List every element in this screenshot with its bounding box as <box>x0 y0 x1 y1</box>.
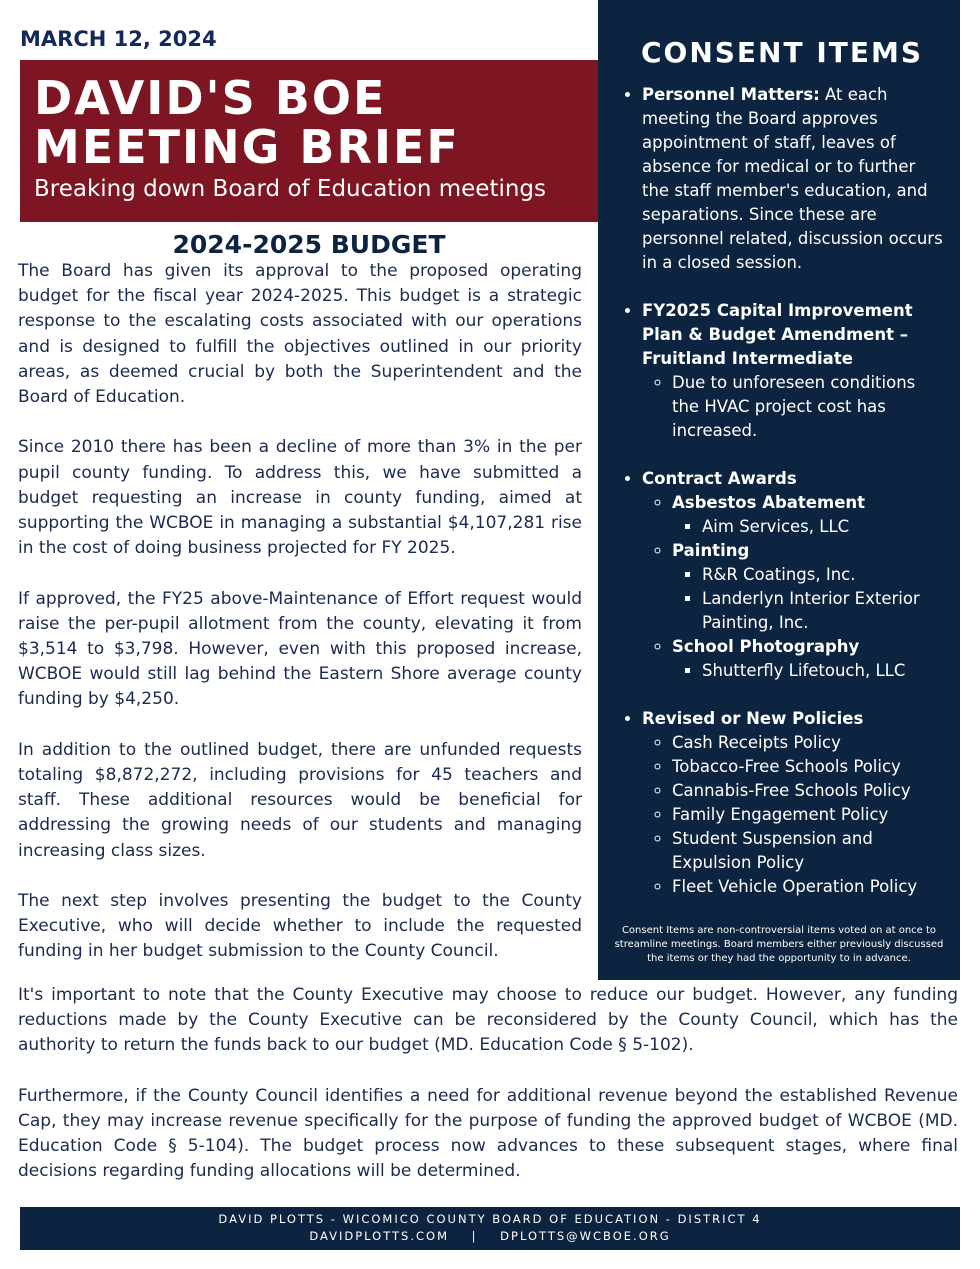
policy: ◦ Student Suspension and Expulsion Policy <box>672 827 944 875</box>
footer-separator: | <box>471 1229 478 1243</box>
policy: ◦ Tobacco-Free Schools Policy <box>672 755 944 779</box>
vendor: ▪ R&R Coatings, Inc. <box>702 563 944 587</box>
vendor: ▪ Shutterfly Lifetouch, LLC <box>702 659 944 683</box>
list-item-personnel: • Personnel Matters: At each meeting the Board approves appointment of staff, leaves of absence for medical or to further the staff member's education, and separations. Since these are personnel related, discussion occurs in a closed session. <box>642 83 944 275</box>
contract-item: ◦ School Photography ▪ Shutterfly Lifetouch, LLC <box>672 635 944 683</box>
paragraph: If approved, the FY25 above-Maintenance of Effort request would raise the per-pupil allotment from the county, elevating it from $3,514 to $3,798. However, even with this proposed increase, WCBOE would still lag behind the Eastern Shore average county funding by $4,250. <box>18 588 582 710</box>
vendor: ▪ Landerlyn Interior Exterior Painting, Inc. <box>702 587 944 635</box>
vendor: ▪ Aim Services, LLC <box>702 515 944 539</box>
policy: ◦ Fleet Vehicle Operation Policy <box>672 875 944 899</box>
paragraph: In addition to the outlined budget, there are unfunded requests totaling $8,872,272, including provisions for 45 teachers and staff. These additional resources would be beneficial for addressing the growing needs of our students and managing increasing class sizes. <box>18 739 582 861</box>
consent-note: Consent Items are non-controversial items voted on at once to streamline meetings. Board members either previously discussed the items or they had the opportunity to in advance. <box>614 925 944 964</box>
list-item: ◦ Due to unforeseen conditions the HVAC project cost has increased. <box>672 371 944 443</box>
paragraph: The Board has given its approval to the proposed operating budget for the fiscal year 2024-2025. This budget is a strategic response to the escalating costs associated with our operations and is designed to fulfill the objectives outlined in our priority areas, as deemed crucial by both the Superintendent and the Board of Education. <box>18 261 582 408</box>
paragraph: Since 2010 there has been a decline of more than 3% in the per pupil county funding. To address this, we have submitted a budget requesting an increase in county funding, aimed at supporting the WCBOE in managing a substantial $4,107,281 rise in the cost of doing business projected for FY 2025. <box>18 437 582 559</box>
website-link[interactable]: DAVIDPLOTTS.COM <box>309 1229 450 1243</box>
budget-article-continued <box>18 983 958 1210</box>
list-item-policies: • Revised or New Policies ◦ Cash Receipts Policy ◦ Tobacco-Free Schools Policy ◦ Cannabis-Free Schools Policy ◦ Family Engagement Policy ◦ Student Suspension and Expulsion Policy ◦ Fleet Vehicle Operation Policy <box>642 707 944 899</box>
page-title: DAVID'S BOE MEETING BRIEF <box>34 71 460 174</box>
footer <box>20 1207 960 1250</box>
paragraph: It's important to note that the County Executive may choose to reduce our budget. However, any funding reductions made by the County Executive can be reconsidered by the County Council, which has the authority to return the funds back to our budget (MD. Education Code § 5-102). <box>18 985 958 1056</box>
footer-credit: DAVID PLOTTS - WICOMICO COUNTY BOARD OF EDUCATION - DISTRICT 4 <box>218 1212 762 1226</box>
paragraph: The next step involves presenting the budget to the County Executive, who will decide whether to include the requested funding in her budget submission to the County Council. <box>18 891 582 962</box>
budget-article <box>18 259 582 990</box>
header-banner <box>20 60 598 222</box>
email-link[interactable]: DPLOTTS@WCBOE.ORG <box>500 1229 671 1243</box>
policy: ◦ Cash Receipts Policy <box>672 731 944 755</box>
paragraph: Furthermore, if the County Council identifies a need for additional revenue beyond the established Revenue Cap, they may increase revenue specifically for the purpose of funding the approved budget of WCBOE (MD. Education Code § 5-104). The budget process now advances to these subsequent stages, where final decisions regarding funding allocations will be determined. <box>18 1085 958 1182</box>
section-title: 2024-2025 BUDGET <box>172 230 446 259</box>
consent-list <box>620 83 944 899</box>
consent-heading: CONSENT ITEMS <box>640 36 924 69</box>
meeting-date: MARCH 12, 2024 <box>20 27 217 51</box>
list-item-cip: • FY2025 Capital Improvement Plan & Budget Amendment – Fruitland Intermediate ◦ Due to unforeseen conditions the HVAC project cost has increased. <box>642 299 944 443</box>
policy: ◦ Cannabis-Free Schools Policy <box>672 779 944 803</box>
contract-item: ◦ Asbestos Abatement ▪ Aim Services, LLC <box>672 491 944 539</box>
list-item-contracts: • Contract Awards ◦ Asbestos Abatement ▪ Aim Services, LLC ◦ Painting ▪ R&R Coatings, Inc. ▪ Landerlyn Interior Exterior Painting, Inc. ◦ School Photography ▪ Shutterfly Lifetouch, LLC <box>642 467 944 683</box>
page-subtitle: Breaking down Board of Education meetings <box>34 176 547 202</box>
consent-items-panel <box>598 0 960 980</box>
contract-item: ◦ Painting ▪ R&R Coatings, Inc. ▪ Landerlyn Interior Exterior Painting, Inc. <box>672 539 944 635</box>
policy: ◦ Family Engagement Policy <box>672 803 944 827</box>
